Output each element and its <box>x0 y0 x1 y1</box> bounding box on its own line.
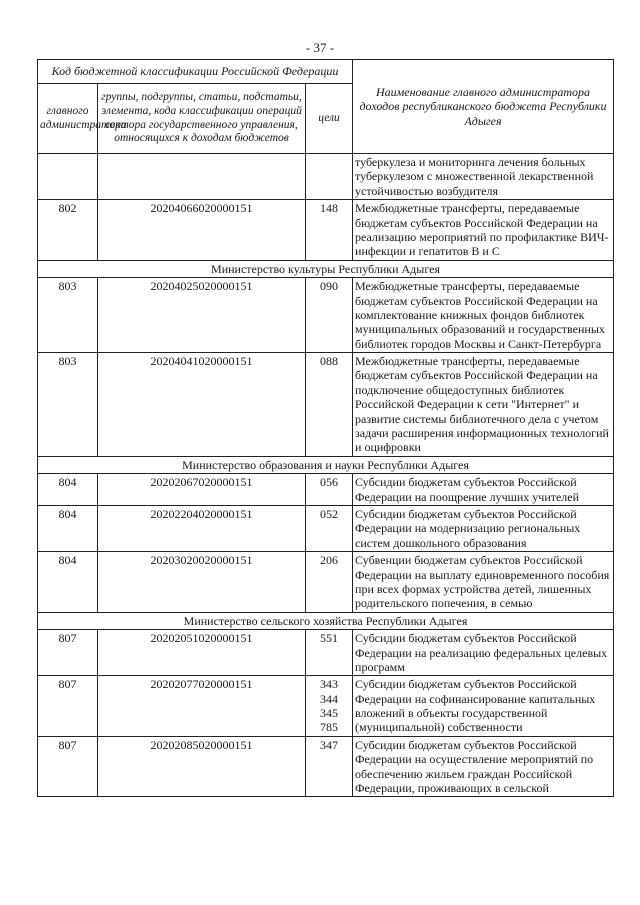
goal-code: 551 <box>320 631 338 646</box>
goal-code: 052 <box>320 506 338 521</box>
goal-code-cell <box>306 278 353 353</box>
admin-column-header: главного администратора <box>38 84 98 154</box>
revenue-description-cell: Субсидии бюджетам субъектов Российской Федерации на софинансирование капитальных вложений в объекты государственной (муниципальной) собственности <box>353 676 614 737</box>
revenue-description-cell: Межбюджетные трансферты, передаваемые бюджетам субъектов Российской Федерации на реализацию мероприятий по профилактике ВИЧ-инфекции и гепатитов В и С <box>353 200 614 261</box>
table-row <box>38 154 614 200</box>
admin-code-cell: 804 <box>38 552 98 613</box>
admin-code-cell: 802 <box>38 200 98 261</box>
classification-code-cell <box>98 154 306 200</box>
admin-code-cell: 807 <box>38 676 98 737</box>
admin-code-cell: 803 <box>38 278 98 353</box>
goal-code-cell <box>306 676 353 737</box>
admin-code-cell <box>38 154 98 200</box>
goal-code-cell <box>306 630 353 676</box>
ministry-section-title: Министерство образования и науки Республики Адыгея <box>38 456 614 473</box>
revenue-description-cell: Субвенции бюджетам субъектов Российской Федерации на выплату единовременного пособия при всех формах устройства детей, лишенных родительского попечения, в семью <box>353 552 614 613</box>
administrator-name-header: Наименование главного администратора доходов республиканского бюджета Республики Адыгея <box>353 60 614 154</box>
goal-code-cell <box>306 200 353 261</box>
goal-code: 344 <box>320 691 338 706</box>
section-header-row <box>38 260 614 277</box>
goal-code: 088 <box>320 354 338 369</box>
ministry-section-title: Министерство сельского хозяйства Республики Адыгея <box>38 612 614 629</box>
goal-code: 148 <box>320 201 338 216</box>
classification-code-cell: 20204025020000151 <box>98 278 306 353</box>
group-column-header: группы, подгруппы, статьи, подстатьи, элемента, кода классификации операций сектора государственного управления, относящихся к доходам бюджетов <box>98 84 306 154</box>
goal-code: 090 <box>320 279 338 294</box>
table-row <box>38 552 614 613</box>
table-row <box>38 200 614 261</box>
classification-code-cell: 20202085020000151 <box>98 736 306 797</box>
section-header-row <box>38 456 614 473</box>
table-row <box>38 353 614 457</box>
goal-code-cell <box>306 474 353 506</box>
table-row <box>38 630 614 676</box>
goal-column-header: цели <box>306 84 353 154</box>
goal-code-cell <box>306 736 353 797</box>
table-row <box>38 505 614 551</box>
admin-code-cell: 807 <box>38 630 98 676</box>
admin-code-cell: 804 <box>38 505 98 551</box>
goal-code-cell <box>306 154 353 200</box>
goal-code: 056 <box>320 475 338 490</box>
classification-code-cell: 20202051020000151 <box>98 630 306 676</box>
admin-code-cell: 807 <box>38 736 98 797</box>
revenue-description-cell: Субсидии бюджетам субъектов Российской Федерации на реализацию федеральных целевых программ <box>353 630 614 676</box>
classification-code-cell: 20203020020000151 <box>98 552 306 613</box>
ministry-section-title: Министерство культуры Республики Адыгея <box>38 260 614 277</box>
goal-code: 343 <box>320 677 338 692</box>
revenue-description-cell: туберкулеза и мониторинга лечения больных туберкулезом с множественной лекарственной устойчивостью возбудителя <box>353 154 614 200</box>
classification-code-cell: 20204066020000151 <box>98 200 306 261</box>
classification-code-cell: 20204041020000151 <box>98 353 306 457</box>
admin-code-cell: 804 <box>38 474 98 506</box>
revenue-description-cell: Субсидии бюджетам субъектов Российской Федерации на модернизацию региональных систем дошкольного образования <box>353 505 614 551</box>
table-row <box>38 676 614 737</box>
classification-code-header: Код бюджетной классификации Российской Федерации <box>38 60 353 84</box>
goal-code-cell <box>306 353 353 457</box>
table-row <box>38 474 614 506</box>
revenue-description-cell: Субсидии бюджетам субъектов Российской Федерации на поощрение лучших учителей <box>353 474 614 506</box>
goal-code: 206 <box>320 553 338 568</box>
budget-classification-table <box>37 59 614 797</box>
goal-code: 785 <box>320 720 338 735</box>
classification-code-cell: 20202204020000151 <box>98 505 306 551</box>
revenue-description-cell: Межбюджетные трансферты, передаваемые бюджетам субъектов Российской Федерации на комплектование книжных фондов библиотек муниципальных образований и государственных библиотек городов Москвы и Санкт-Петербурга <box>353 278 614 353</box>
classification-code-cell: 20202077020000151 <box>98 676 306 737</box>
revenue-description-cell: Субсидии бюджетам субъектов Российской Федерации на осуществление мероприятий по обеспечению жильем граждан Российской Федерации, проживающих в сельской <box>353 736 614 797</box>
admin-code-cell: 803 <box>38 353 98 457</box>
goal-code: 345 <box>320 706 338 721</box>
table-body <box>38 154 614 797</box>
goal-code-cell <box>306 505 353 551</box>
classification-code-cell: 20202067020000151 <box>98 474 306 506</box>
table-row <box>38 278 614 353</box>
table-row <box>38 736 614 797</box>
page-number: - 37 - <box>305 40 335 55</box>
goal-code-cell <box>306 552 353 613</box>
goal-code: 347 <box>320 737 338 752</box>
section-header-row <box>38 612 614 629</box>
revenue-description-cell: Межбюджетные трансферты, передаваемые бюджетам субъектов Российской Федерации на подключение общедоступных библиотек Российской Федерации к сети "Интернет" и развитие системы библиотечного дела с учетом задачи расширения информационных технологий и оцифровки <box>353 353 614 457</box>
